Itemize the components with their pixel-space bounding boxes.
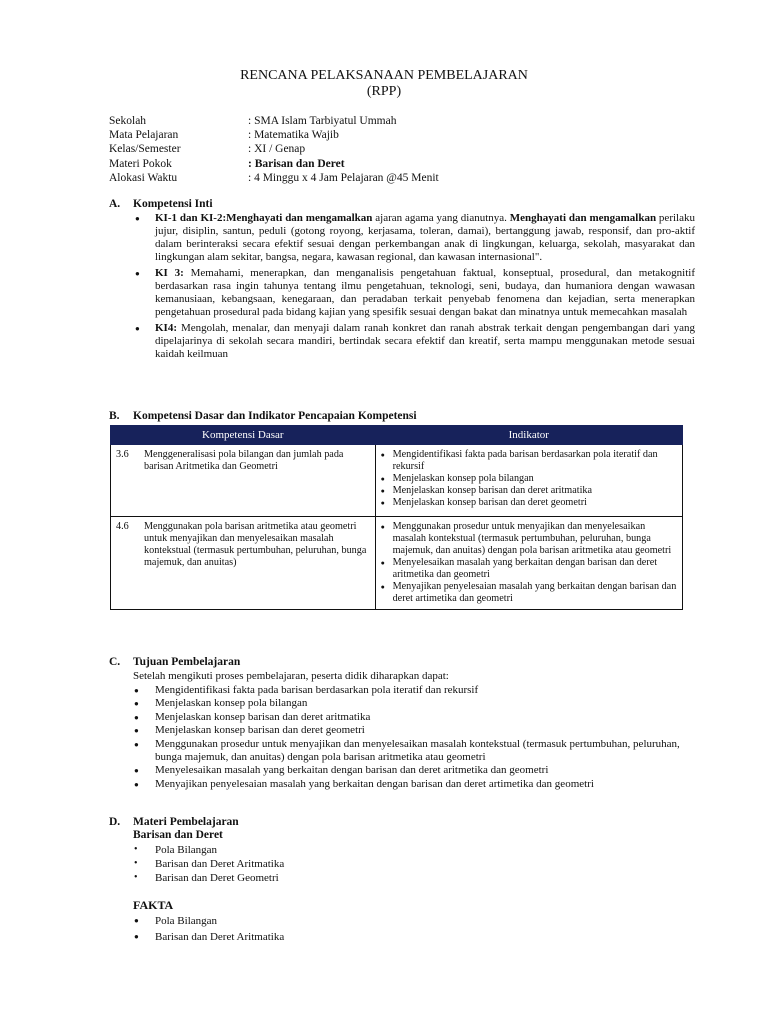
kd-text: Menggeneralisasi pola bilangan dan jumlah pada barisan Aritmetika dan Geometri	[144, 449, 344, 472]
info-value: : XI / Genap	[248, 143, 306, 156]
table-row	[111, 517, 683, 610]
materi-subtitle: Barisan dan Deret	[133, 829, 223, 841]
tujuan-list	[133, 684, 693, 791]
info-label: Alokasi Waktu	[109, 171, 178, 184]
kd-number: 3.6	[116, 449, 129, 460]
info-label: Mata Pelajaran	[109, 129, 179, 142]
indikator-item: ● Mengidentifikasi fakta pada barisan berdasarkan pola iteratif dan rekursif	[381, 449, 679, 473]
info-value: : 4 Minggu x 4 Jam Pelajaran @45 Menit	[248, 171, 439, 184]
ki-1-2-bold: Menghayati dan mengamalkan	[509, 212, 657, 224]
indikator-item: ● Menjelaskan konsep barisan dan deret geometri	[381, 497, 679, 509]
section-title: Kompetensi Dasar dan Indikator Pencapaian Kompetensi	[133, 410, 417, 422]
info-row-sekolah	[109, 114, 439, 128]
table-row	[111, 445, 683, 517]
section-d-heading	[109, 815, 239, 829]
ki-3-text: Memahami, menerapkan, dan menganalisis pengetahuan faktual, konseptual, prosedural, dan metakognitif berdasarkan rasa ingin tahunya tentang ilmu pengetahuan, teknologi, seni, budaya, dan humaniora dengan wawasan kemanusiaan, kebangsaan, kenegaraan, dan peradaban terkait penyebab fenomena dan kejadian, serta menerapkan pengetahuan prosedural pada bidang kajian yang spesifik sesuai dengan bakat dan minatnya untuk memecahkan masalah	[155, 267, 696, 318]
list-item: • Barisan dan Deret Aritmatika	[133, 857, 284, 871]
section-number: C.	[109, 656, 121, 668]
indikator-item: ● Menjelaskan konsep barisan dan deret aritmatika	[381, 485, 679, 497]
indikator-cell	[375, 445, 682, 517]
indikator-item: ● Menyelesaikan masalah yang berkaitan dengan barisan dan deret aritmetika dan geometri	[381, 557, 679, 581]
ki-1-2-text: ajaran agama yang dianutnya.	[372, 212, 510, 224]
section-number: D.	[109, 816, 121, 828]
document-title: RENCANA PELAKSANAAN PEMBELAJARAN	[240, 68, 528, 83]
info-value: : Matematika Wajib	[248, 129, 339, 142]
list-item: ● Menyajikan penyelesaian masalah yang berkaitan dengan barisan dan deret artimetika dan geometri	[133, 778, 693, 791]
identity-block	[109, 114, 439, 185]
info-row-kelas-semester	[109, 142, 439, 156]
kd-cell	[111, 517, 376, 610]
list-item: • Barisan dan Deret Geometri	[133, 871, 284, 885]
document-subtitle: (RPP)	[366, 84, 402, 99]
kompetensi-inti-list	[133, 212, 695, 364]
info-label: Sekolah	[109, 115, 147, 127]
kd-cell	[111, 445, 376, 517]
ki-1-2-text-2: perilaku jujur, disiplin, santun, peduli (gotong royong, kerjasama, toleran, damai), bertanggung jawab, responsif, dan pro-aktif dalam berinteraksi secara efektif sesuai dengan perkembangan anak di lingkungan, keluarga, sekolah, masyarakat dan lingkungan alam sekitar, bangsa, negara, kawasan regional, dan kawasan internasional".	[155, 212, 695, 263]
list-item: ● Menggunakan prosedur untuk menyajikan dan menyelesaikan masalah kontekstual (termasuk pertumbuhan, peluruhan, bunga majemuk, dan anuitas) dengan pola barisan aritmetika atau geometri	[133, 738, 693, 765]
list-item: • Pola Bilangan	[133, 843, 284, 857]
section-a-heading	[109, 197, 213, 211]
column-header-kompetensi-dasar: Kompetensi Dasar	[111, 426, 376, 445]
indikator-item: ● Menjelaskan konsep pola bilangan	[381, 473, 679, 485]
section-number: B.	[109, 410, 120, 422]
info-row-mata-pelajaran	[109, 128, 439, 142]
fakta-list	[133, 913, 284, 945]
list-item: ● Menyelesaikan masalah yang berkaitan dengan barisan dan deret aritmetika dan geometri	[133, 764, 693, 777]
list-item: ● Mengidentifikasi fakta pada barisan berdasarkan pola iteratif dan rekursif	[133, 684, 693, 697]
indikator-item: ● Menggunakan prosedur untuk menyajikan dan menyelesaikan masalah kontekstual (termasuk pertumbuhan, peluruhan, bunga majemuk, dan anuitas) dengan pola barisan aritmetika atau geometri	[381, 521, 679, 557]
section-number: A.	[109, 198, 121, 210]
info-value: : Barisan dan Deret	[248, 157, 345, 170]
section-b-heading	[109, 409, 417, 423]
list-item: ● Menjelaskan konsep pola bilangan	[133, 697, 693, 710]
ki-1-2-lead: KI-1 dan KI-2:Menghayati dan mengamalkan	[155, 212, 373, 224]
ki-4-item	[133, 322, 695, 361]
list-item: ● Menjelaskan konsep barisan dan deret aritmatika	[133, 711, 693, 724]
ki-4-text: Mengolah, menalar, dan menyaji dalam ranah konkret dan ranah abstrak terkait dengan pengembangan dari yang dipelajarinya di sekolah secara mandiri, bertindak secara efektif dan kreatif, serta mampu menggunakan metode sesuai kaidah keilmuan	[155, 322, 695, 360]
ki-3-lead: KI 3:	[155, 267, 184, 279]
ki-3-item	[133, 267, 695, 319]
info-value: : SMA Islam Tarbiyatul Ummah	[248, 115, 397, 127]
info-row-materi-pokok	[109, 157, 439, 171]
section-title: Materi Pembelajaran	[133, 816, 239, 828]
section-title: Kompetensi Inti	[133, 198, 213, 210]
fakta-heading: FAKTA	[133, 898, 174, 912]
section-title: Tujuan Pembelajaran	[133, 656, 241, 668]
tujuan-intro-text: Setelah mengikuti proses pembelajaran, peserta didik diharapkan dapat:	[133, 670, 449, 682]
list-item: ● Barisan dan Deret Aritmatika	[133, 929, 284, 945]
materi-list	[133, 843, 284, 886]
list-item: ● Menjelaskan konsep barisan dan deret geometri	[133, 724, 693, 737]
section-c-heading	[109, 655, 240, 669]
table-header-row	[111, 426, 683, 445]
column-header-indikator: Indikator	[375, 426, 682, 445]
ki-4-lead: KI4:	[155, 322, 177, 334]
indikator-item: ● Menyajikan penyelesaian masalah yang berkaitan dengan barisan dan deret artimetika dan geometri	[381, 581, 679, 605]
indikator-cell	[375, 517, 682, 610]
info-label: Materi Pokok	[109, 157, 172, 170]
kompetensi-dasar-table	[110, 425, 683, 610]
kd-number: 4.6	[116, 521, 129, 532]
ki-1-2-item	[133, 212, 695, 264]
kd-text: Menggunakan pola barisan aritmetika atau geometri untuk menyajikan dan menyelesaikan masalah kontekstual (termasuk pertumbuhan, peluruhan, bunga majemuk, dan anuitas)	[144, 521, 367, 568]
info-row-alokasi-waktu	[109, 171, 439, 185]
list-item: ● Pola Bilangan	[133, 913, 284, 929]
info-label: Kelas/Semester	[109, 143, 181, 156]
